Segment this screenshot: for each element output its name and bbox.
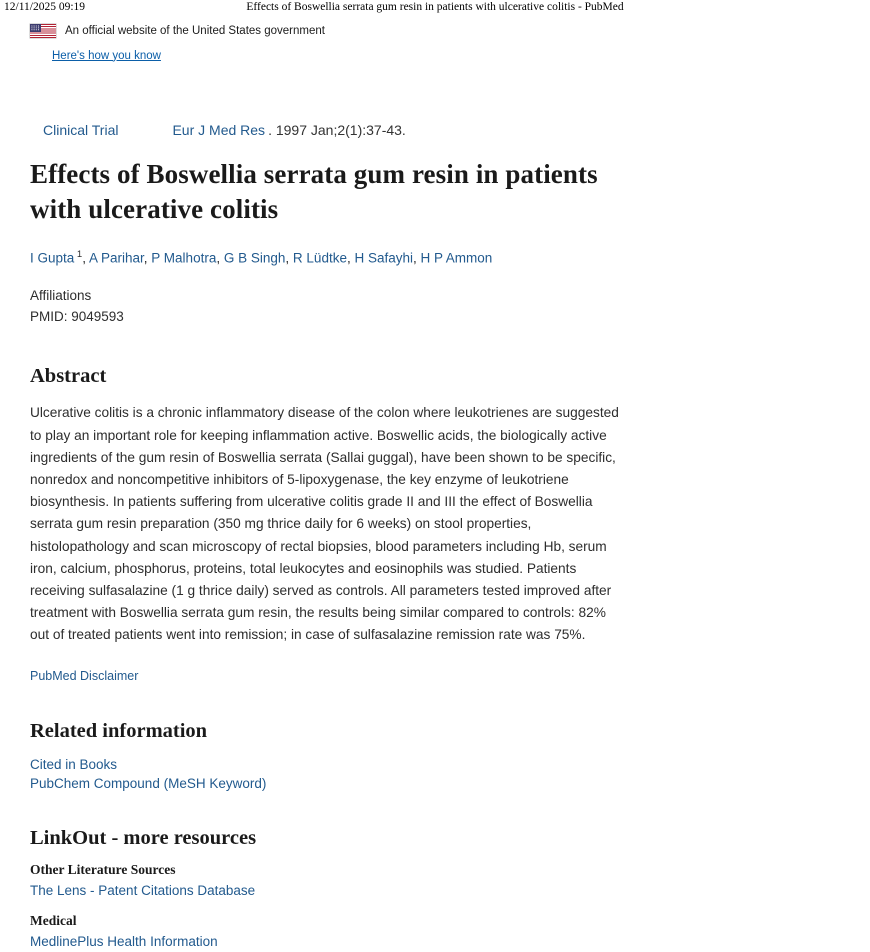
related-link[interactable]: PubChem Compound (MeSH Keyword) bbox=[30, 776, 267, 792]
linkout-link[interactable]: The Lens - Patent Citations Database bbox=[30, 883, 256, 899]
print-document-title: Effects of Boswellia serrata gum resin in patients with ulcerative colitis - PubMed bbox=[246, 1, 624, 13]
author-link[interactable]: R Lüdtke bbox=[292, 250, 347, 266]
author-separator: , bbox=[413, 250, 421, 266]
citation-details: . 1997 Jan;2(1):37-43. bbox=[268, 121, 406, 138]
author-separator: , bbox=[143, 250, 152, 266]
print-timestamp: 12/11/2025 09:19 bbox=[4, 1, 86, 13]
us-flag-icon bbox=[30, 24, 56, 38]
pmid-label: PMID: 9049593 bbox=[30, 308, 124, 324]
author-link[interactable]: P Malhotra bbox=[151, 250, 217, 266]
author-link[interactable]: G B Singh bbox=[223, 250, 286, 266]
related-link[interactable]: Cited in Books bbox=[30, 756, 118, 772]
author-link[interactable]: A Parihar bbox=[88, 250, 144, 266]
print-header bbox=[0, 0, 870, 19]
author-link[interactable]: H Safayhi bbox=[354, 250, 414, 266]
linkout-group-label: Other Literature Sources bbox=[30, 862, 176, 878]
related-information-heading: Related information bbox=[30, 719, 208, 742]
page-title: Effects of Boswellia serrata gum resin in patients with ulcerative colitis bbox=[30, 158, 598, 224]
citation-line bbox=[30, 122, 840, 138]
government-banner bbox=[30, 22, 840, 40]
affiliations-label[interactable]: Affiliations bbox=[30, 287, 92, 303]
linkout-group-other-literature bbox=[30, 862, 840, 901]
linkout-group-medical bbox=[30, 913, 840, 952]
author-separator: , bbox=[346, 250, 355, 266]
linkout-group-label: Medical bbox=[30, 912, 77, 928]
how-you-know-link[interactable]: Here's how you know bbox=[52, 49, 161, 62]
author-link[interactable]: H P Ammon bbox=[420, 250, 493, 266]
government-banner-text: An official website of the United States government bbox=[65, 25, 325, 37]
abstract-heading: Abstract bbox=[30, 365, 107, 388]
publication-type-link[interactable]: Clinical Trial bbox=[43, 121, 119, 138]
author-separator: , bbox=[285, 250, 293, 266]
article-meta bbox=[30, 286, 840, 328]
author-list bbox=[30, 248, 670, 269]
pubmed-disclaimer-link[interactable]: PubMed Disclaimer bbox=[30, 668, 139, 683]
linkout-heading: LinkOut - more resources bbox=[30, 827, 257, 850]
related-information-links bbox=[30, 755, 840, 795]
journal-link[interactable]: Eur J Med Res bbox=[172, 121, 266, 138]
author-separator: , bbox=[216, 250, 224, 266]
abstract-text: Ulcerative colitis is a chronic inflammatory disease of the colon where leukotrienes are suggested to play an important role for keeping inflammation active. Boswellic acids, the biologically active ingredients of the gum resin of Boswellia serrata (Sallai guggal), have been shown to be specific, nonredox and noncompetitive inhibitors of 5-lipoxygenase, the key enzyme of leukotriene biosynthesis. In patients suffering from ulcerative colitis grade II and III the effect of Boswellia serrata gum resin preparation (350 mg thrice daily for 6 weeks) on stool properties, histolopathology and scan microscopy of rectal biopsies, blood parameters including Hb, serum iron, calcium, phosphorus, proteins, total leukocytes and eosinophils was studied. Patients receiving sulfasalazine (1 g thrice daily) served as controls. All parameters tested improved after treatment with Boswellia serrata gum resin, the results being similar compared to controls: 82% out of treated patients went into remission; in case of sulfasalazine remission rate was 75%. bbox=[30, 405, 619, 643]
author-affiliation-marker[interactable]: 1 bbox=[74, 248, 83, 260]
author-separator: , bbox=[82, 250, 89, 266]
linkout-link[interactable]: MedlinePlus Health Information bbox=[30, 933, 218, 949]
author-link[interactable]: I Gupta bbox=[30, 250, 75, 266]
